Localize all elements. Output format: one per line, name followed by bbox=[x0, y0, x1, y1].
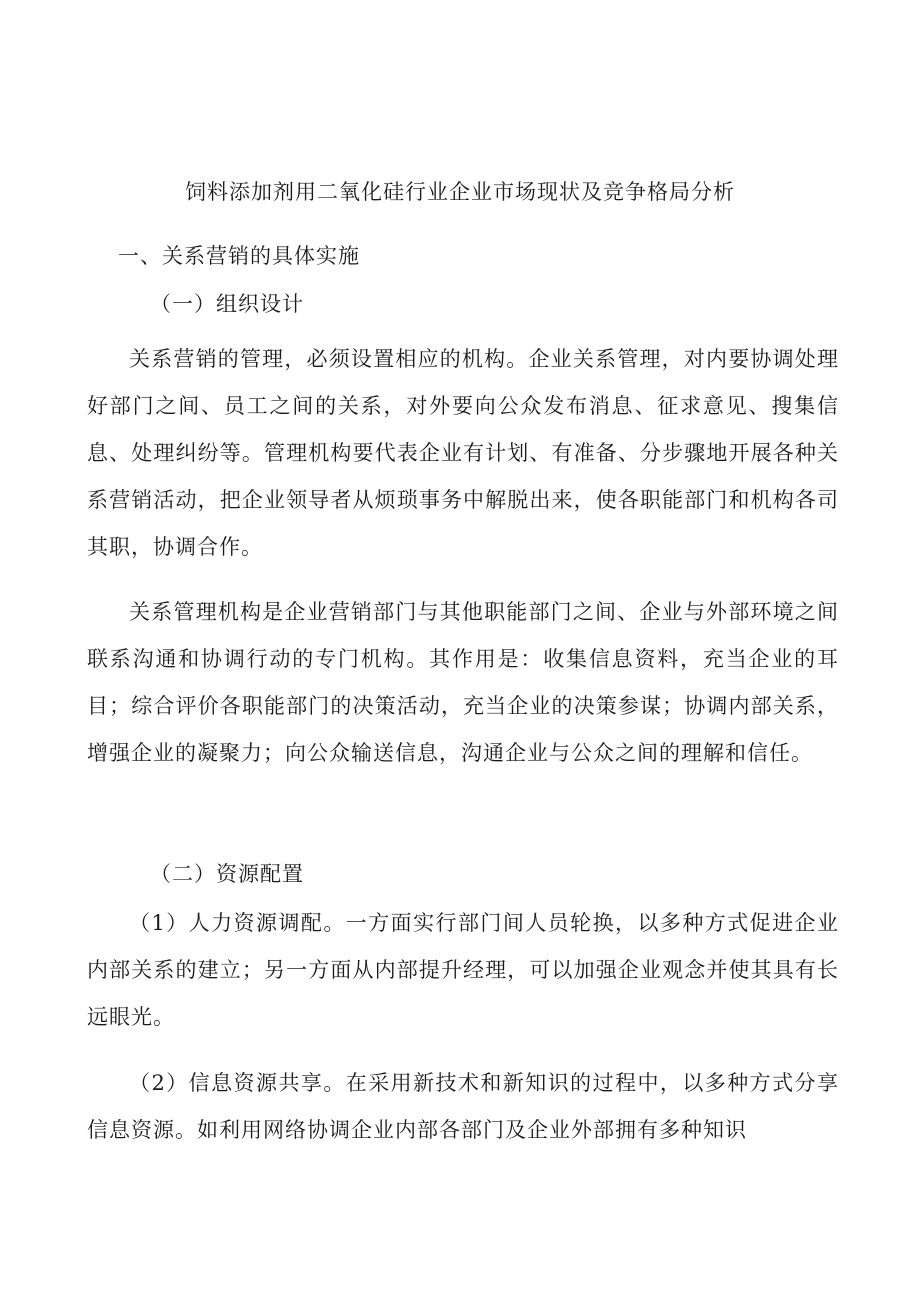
paragraph-4: （2）信息资源共享。在采用新技术和新知识的过程中，以多种方式分享信息资源。如利用网络协调企业内部各部门及企业外部拥有多种知识 bbox=[87, 1071, 839, 1142]
subsection-heading-2: （二）资源配置 bbox=[150, 862, 304, 886]
paragraph-2: 关系管理机构是企业营销部门与其他职能部门之间、企业与外部环境之间联系沟通和协调行动的专门机构。其作用是：收集信息资料，充当企业的耳目；综合评价各职能部门的决策活动，充当企业的决策参谋；协调内部关系，增强企业的凝聚力；向公众输送信息，沟通企业与公众之间的理解和信任。 bbox=[87, 600, 839, 765]
paragraph-3: （1）人力资源调配。一方面实行部门间人员轮换，以多种方式促进企业内部关系的建立；另一方面从内部提升经理，可以加强企业观念并使其具有长远眼光。 bbox=[87, 911, 839, 1029]
section-heading-1: 一、关系营销的具体实施 bbox=[118, 244, 360, 268]
document-title: 饲料添加剂用二氧化硅行业企业市场现状及竞争格局分析 bbox=[185, 180, 735, 204]
subsection-heading-1: （一）组织设计 bbox=[150, 292, 304, 316]
paragraph-1: 关系营销的管理，必须设置相应的机构。企业关系管理，对内要协调处理好部门之间、员工之间的关系，对外要向公众发布消息、征求意见、搜集信息、处理纠纷等。管理机构要代表企业有计划、有准备、分步骤地开展各种关系营销活动，把企业领导者从烦琐事务中解脱出来，使各职能部门和机构各司其职，协调合作。 bbox=[87, 347, 839, 559]
